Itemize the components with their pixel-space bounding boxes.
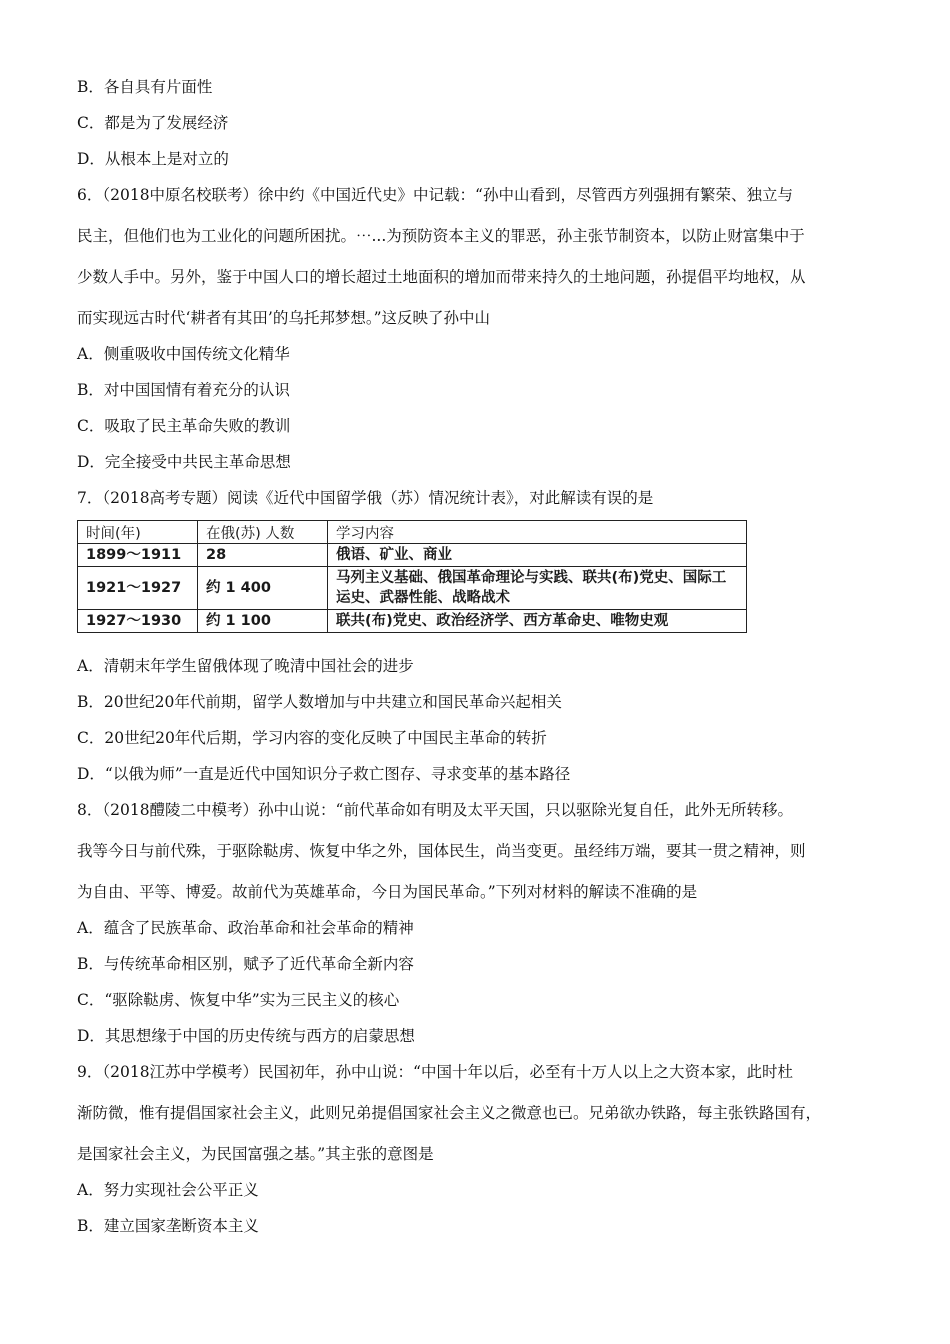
table-cell: 联共(布)党史、政治经济学、西方革命史、唯物史观 xyxy=(328,610,747,633)
table-cell: 马列主义基础、俄国革命理论与实践、联共(布)党史、国际工运史、武器性能、战略战术 xyxy=(328,567,747,610)
q9-stem-3: 是国家社会主义，为民国富强之基。”其主张的意图是 xyxy=(77,1145,434,1163)
table-header-cell: 在俄(苏) 人数 xyxy=(198,521,328,544)
q8-option-c: C．“驱除鞑虏、恢复中华”实为三民主义的核心 xyxy=(77,991,400,1009)
q6-option-d: D．完全接受中共民主革命思想 xyxy=(77,453,291,471)
q8-stem-1: 8．（2018醴陵二中模考）孙中山说：“前代革命如有明及太平天国，只以驱除光复自任，此外无所转移。 xyxy=(77,801,793,819)
table-row xyxy=(78,544,747,567)
q9-stem-2: 渐防微，惟有提倡国家社会主义，此则兄弟提倡国家社会主义之微意也已。兄弟欲办铁路，每主张铁路国有， xyxy=(77,1104,822,1122)
q7-stem: 7．（2018高考专题）阅读《近代中国留学俄（苏）情况统计表》，对此解读有误的是 xyxy=(77,489,654,507)
q8-option-b: B．与传统革命相区别，赋予了近代革命全新内容 xyxy=(77,955,414,973)
table-cell: 28 xyxy=(198,544,328,567)
table-cell: 俄语、矿业、商业 xyxy=(328,544,747,567)
q9-option-a: A．努力实现社会公平正义 xyxy=(77,1181,259,1199)
q6-option-a: A．侧重吸收中国传统文化精华 xyxy=(77,345,290,363)
table-header-cell: 时间(年) xyxy=(78,521,198,544)
line-5c: C．都是为了发展经济 xyxy=(77,114,229,132)
statistics-table xyxy=(77,520,747,633)
q8-stem-3: 为自由、平等、博爱。故前代为英雄革命，今日为国民革命。”下列对材料的解读不准确的是 xyxy=(77,883,698,901)
table-cell: 1899～1911 xyxy=(78,544,198,567)
q6-stem-1: 6．（2018中原名校联考）徐中约《中国近代史》中记载：“孙中山看到，尽管西方列强拥有繁荣、独立与 xyxy=(77,186,793,204)
table-cell: 1921～1927 xyxy=(78,567,198,610)
q7-option-c: C．20世纪20年代后期，学习内容的变化反映了中国民主革命的转折 xyxy=(77,729,547,747)
q6-option-c: C．吸取了民主革命失败的教训 xyxy=(77,417,291,435)
table-row xyxy=(78,610,747,633)
table-cell: 约 1 400 xyxy=(198,567,328,610)
table-cell: 约 1 100 xyxy=(198,610,328,633)
table-header-cell: 学习内容 xyxy=(328,521,747,544)
q6-stem-2: 民主，但他们也为工业化的问题所困扰。⋯...为预防资本主义的罪恶，孙主张节制资本，以防止财富集中于 xyxy=(77,227,805,245)
line-5d: D．从根本上是对立的 xyxy=(77,150,229,168)
q7-option-b: B．20世纪20年代前期，留学人数增加与中共建立和国民革命兴起相关 xyxy=(77,693,562,711)
table-header-row xyxy=(78,521,747,544)
q7-option-d: D．“以俄为师”一直是近代中国知识分子救亡图存、寻求变革的基本路径 xyxy=(77,765,571,783)
line-5b: B．各自具有片面性 xyxy=(77,78,213,96)
q8-stem-2: 我等今日与前代殊，于驱除鞑虏、恢复中华之外，国体民生，尚当变更。虽经纬万端，要其一贯之精神，则 xyxy=(77,842,806,860)
q9-stem-1: 9．（2018江苏中学模考）民国初年，孙中山说：“中国十年以后，必至有十万人以上之大资本家，此时杜 xyxy=(77,1063,793,1081)
q9-option-b: B．建立国家垄断资本主义 xyxy=(77,1217,259,1235)
q6-stem-3: 少数人手中。另外，鉴于中国人口的增长超过土地面积的增加而带来持久的土地问题，孙提倡平均地权，从 xyxy=(77,268,806,286)
q6-stem-4: 而实现远古时代‘耕者有其田’的乌托邦梦想。”这反映了孙中山 xyxy=(77,309,491,327)
table-cell: 1927～1930 xyxy=(78,610,198,633)
q8-option-a: A．蕴含了民族革命、政治革命和社会革命的精神 xyxy=(77,919,414,937)
table-row xyxy=(78,567,747,610)
q7-option-a: A．清朝末年学生留俄体现了晚清中国社会的进步 xyxy=(77,657,414,675)
q6-option-b: B．对中国国情有着充分的认识 xyxy=(77,381,290,399)
q8-option-d: D．其思想缘于中国的历史传统与西方的启蒙思想 xyxy=(77,1027,415,1045)
